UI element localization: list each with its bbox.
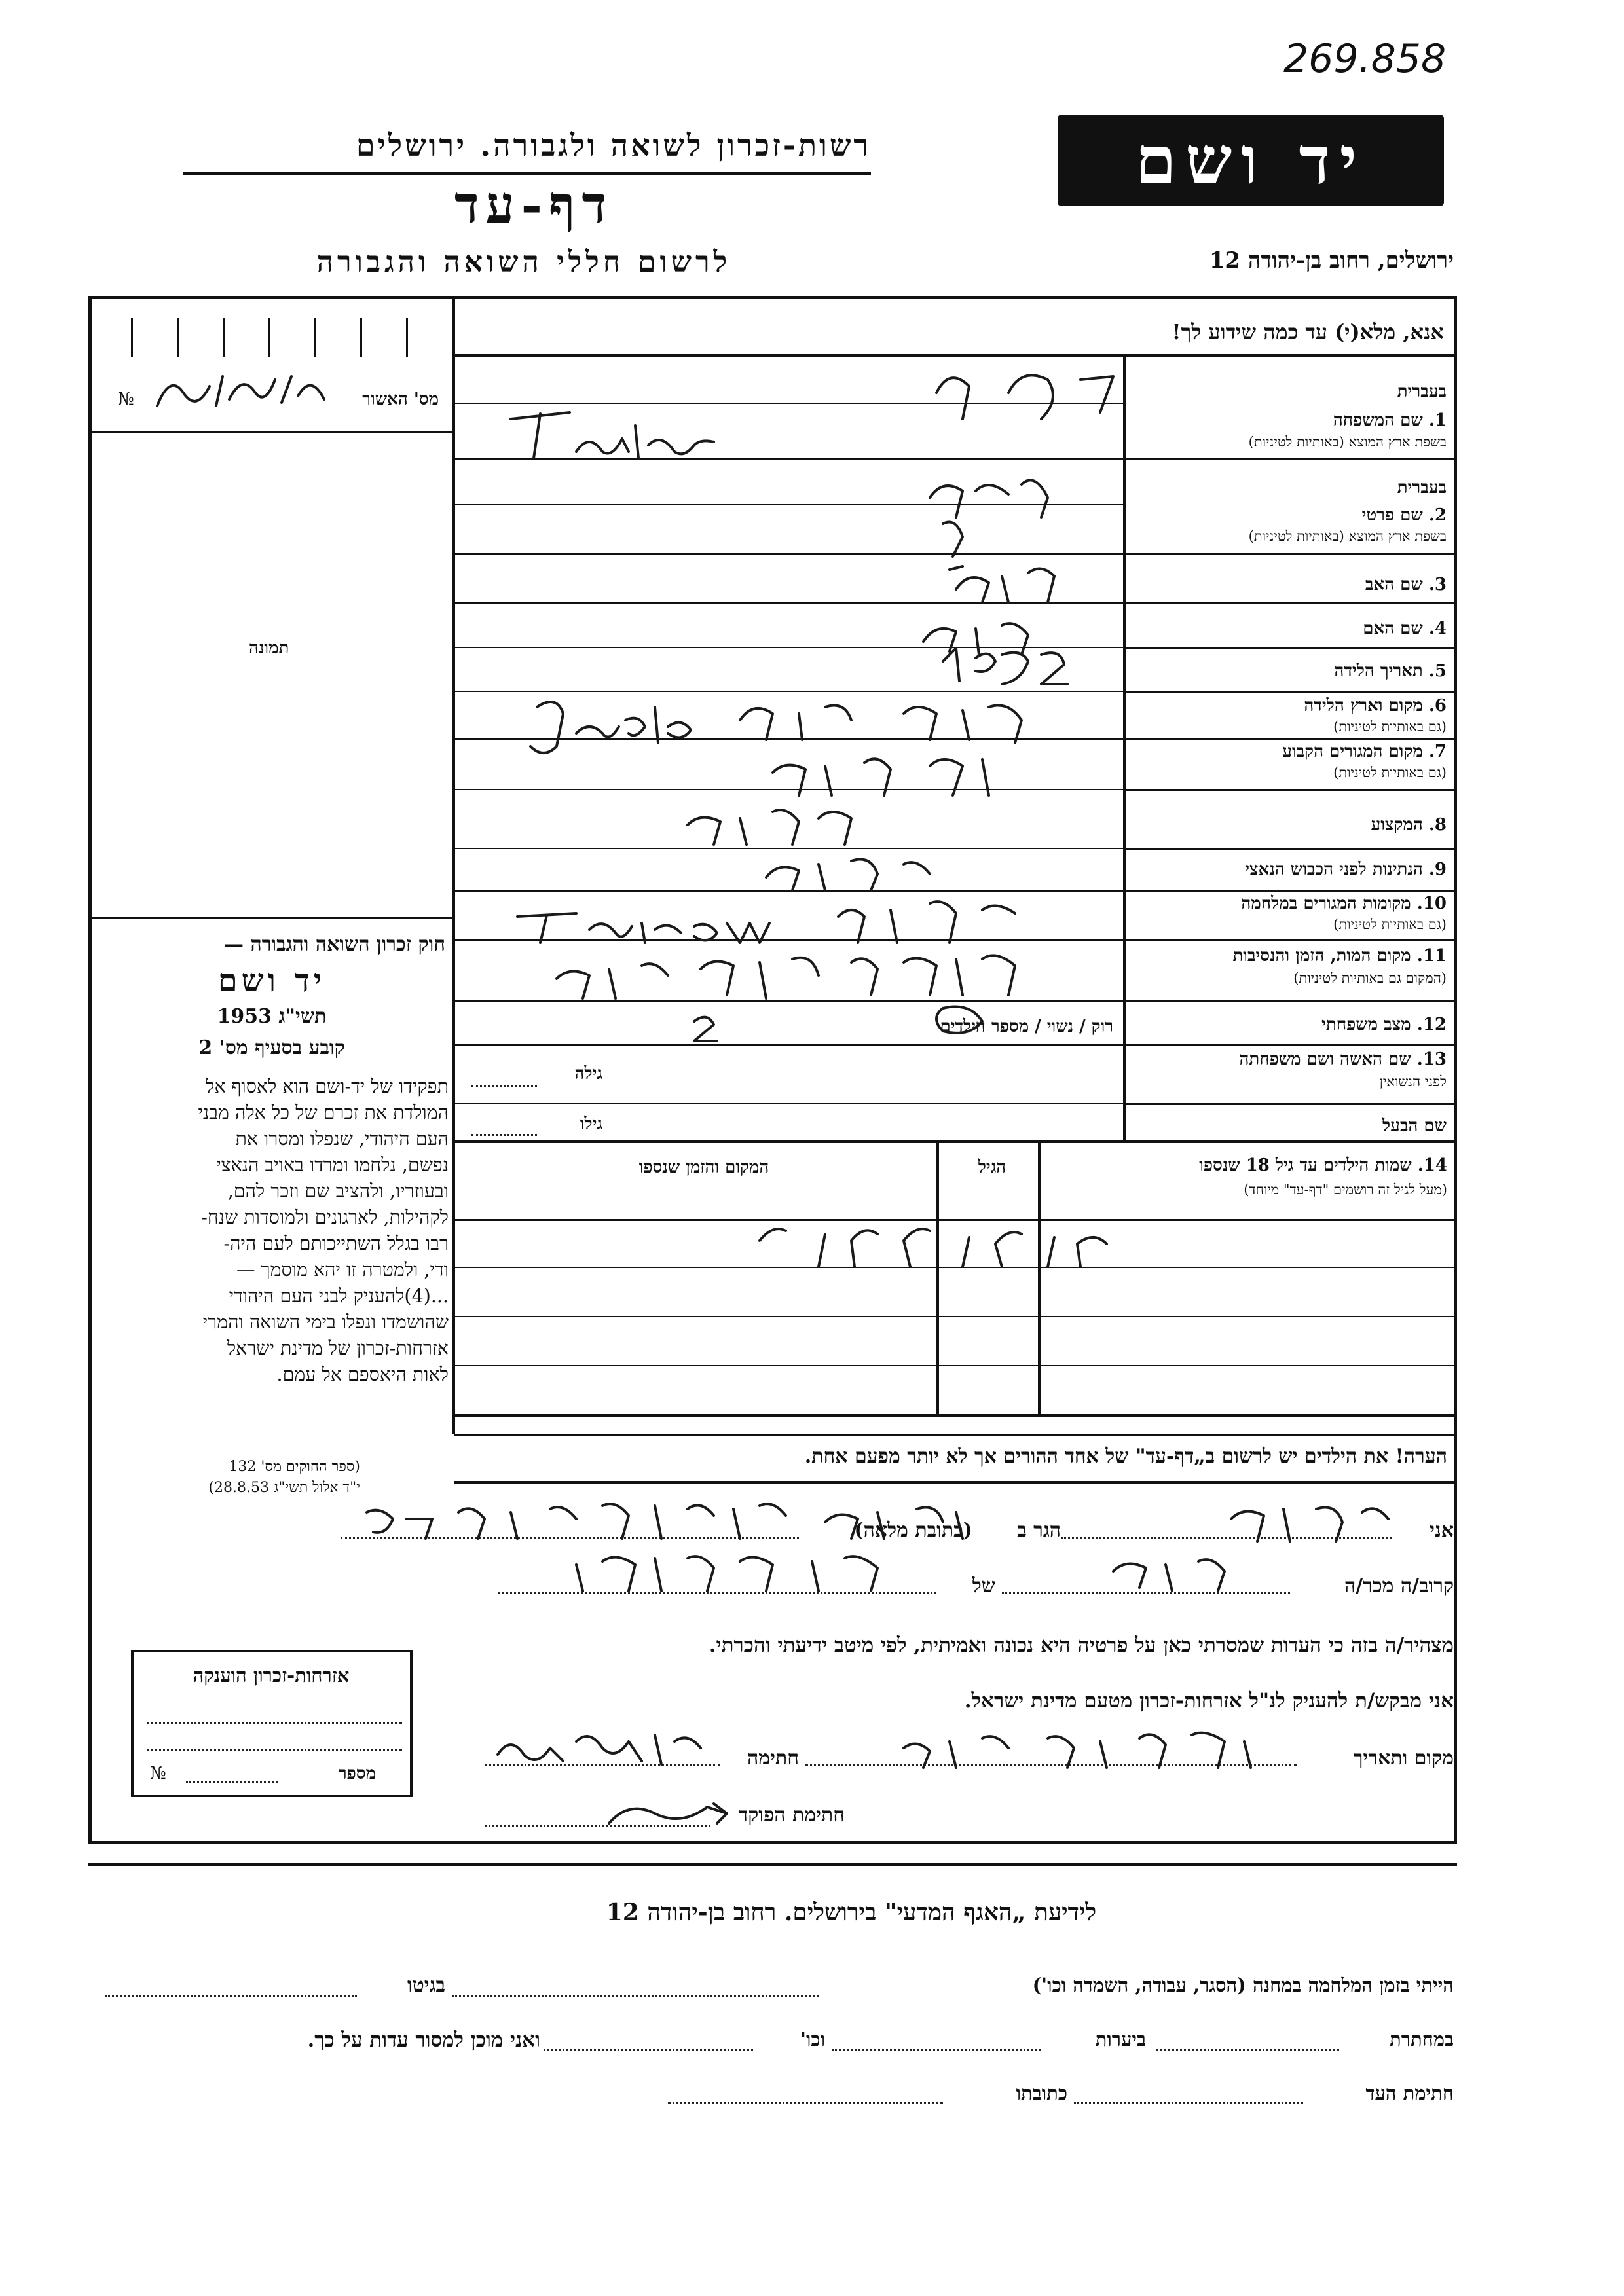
field-13-note: לפני הנשואין bbox=[1379, 1074, 1447, 1089]
field-10-note: (גם באותיות לטיניות) bbox=[1333, 917, 1447, 932]
law-clause: קובע בסעיף מס' 2 bbox=[198, 1036, 345, 1059]
field-1-heb-label: בעברית bbox=[1397, 382, 1447, 401]
decl-official-sig-label: חתימת הפוקד bbox=[738, 1804, 845, 1827]
org-line: רשות-זכרון לשואה ולגבורה. ירושלים bbox=[356, 128, 871, 163]
org-underline bbox=[183, 172, 871, 175]
decl-place-date-label: מקום ותאריך bbox=[1353, 1747, 1454, 1770]
marital-options: רוק / נשוי / מספר הילדים bbox=[940, 1017, 1113, 1036]
decl-address-label: (כתובת מלאה) bbox=[854, 1519, 972, 1542]
children-note: (מעל לגיל זה רושמים "דף-עד" מיוחד) bbox=[1244, 1182, 1447, 1197]
field-4-label: 4. שם האם bbox=[1363, 619, 1447, 638]
field-11-note: (המקום גם באותיות לטיניות) bbox=[1293, 970, 1447, 986]
field-1-label: 1. שם המשפחה bbox=[1333, 410, 1447, 430]
wife-age-label: גילה bbox=[574, 1064, 602, 1084]
witness-sig-label: חתימת העד bbox=[1365, 2082, 1454, 2104]
field-8-label: 8. המקצוע bbox=[1371, 815, 1447, 835]
decl-relative-label: קרוב/ה מכר/ה bbox=[1344, 1575, 1454, 1597]
archive-number: 269.858 bbox=[1283, 36, 1447, 82]
field-13-label: 13. שם האשה ושם משפחתה bbox=[1239, 1049, 1447, 1069]
field-1-note: בשפת ארץ המוצא (באותיות לטיניות) bbox=[1248, 434, 1447, 450]
children-place-col: המקום והזמן שנספו bbox=[638, 1157, 769, 1177]
law-name: יד ושם bbox=[217, 962, 326, 999]
field-5-label: 5. תאריך הלידה bbox=[1334, 661, 1447, 681]
law-text: תפקידו של יד-ושם הוא לאסוף אל המולדת את זכרם של כל אלה מבני העם היהודי, שנפלו ומסרו את נפשם, נלחמו ומרדו באויב הנאצי ובעוזריו, ולהציב שם וזכר להם, לקהילות, לארגונים ולמוסדות שנח- רבו בגלל השתייכותם לעם היה- ודי, ולמטרה זו יהא מוסמך — ...(4)להעניק לבני העם היהודי שהושמדו ונפלו בימי השואה והמרי אזרחות-זכרון של מדינת ישראל לאות היאספם אל עמם. bbox=[198, 1076, 449, 1385]
field-12-label: 12. מצב משפחתי bbox=[1321, 1015, 1447, 1034]
husband-age-label: גילו bbox=[580, 1114, 602, 1134]
etc-label: וכו' bbox=[800, 2028, 825, 2050]
field-6-note: (גם באותיות לטיניות) bbox=[1333, 719, 1447, 735]
field-11-label: 11. מקום המות, הזמן והנסיבות bbox=[1232, 946, 1447, 966]
decl-request: אני מבקש/ת להעניק לנ"ל אזרחות-זכרון מטעם מדינת ישראל. bbox=[964, 1689, 1454, 1713]
field-3-label: 3. שם האב bbox=[1365, 575, 1447, 594]
children-title: 14. שמות הילדים עד גיל 18 שנספו bbox=[1199, 1156, 1447, 1175]
yad-vashem-logo: יד ושם bbox=[1058, 115, 1444, 206]
field-9-label: 9. הנתינות לפני הכבוש הנאצי bbox=[1245, 860, 1447, 879]
memorial-citizenship-box bbox=[131, 1650, 413, 1797]
field-2-label: 2. שם פרטי bbox=[1361, 505, 1447, 525]
field-6-label: 6. מקום וארץ הלידה bbox=[1304, 696, 1447, 716]
decl-signature-label: חתימה bbox=[747, 1747, 799, 1770]
children-age-col: הגיל bbox=[978, 1157, 1006, 1177]
info-title: לידיעת „האגף המדעי" בירושלים. רחוב בן-יהודה 12 bbox=[606, 1899, 1097, 1926]
tick-strip bbox=[92, 318, 452, 357]
cert-number-label: מספר bbox=[338, 1764, 376, 1783]
address: ירושלים, רחוב בן-יהודה 12 bbox=[1209, 247, 1454, 274]
law-year: תשי"ג 1953 bbox=[217, 1005, 327, 1028]
form-subtitle: לרשום חללי השואה והגבורה bbox=[316, 246, 731, 279]
remark: הערה! את הילדים יש לרשום ב„דף-עד" של אחד ההורים אך לא יותר מפעם אחת. bbox=[804, 1445, 1447, 1468]
form-title: דף-עד bbox=[454, 175, 613, 235]
no-mark: № bbox=[118, 390, 134, 409]
decl-statement: מצהיר/ה בזה כי העדות שמסרתי כאן על פרטיה היא נכונה ואמיתית, לפי מיטב ידיעתי והכרתי. bbox=[709, 1633, 1454, 1657]
info-line1: הייתי בזמן המלחמה במחנה (הסגר, עבודה, השמדה וכו') bbox=[1032, 1974, 1454, 1996]
ready-label: ואני מוכן למסור עדות על כך. bbox=[307, 2028, 540, 2052]
law-title: חוק זכרון השואה והגבורה — bbox=[224, 933, 445, 956]
forests-label: ביערות bbox=[1095, 2028, 1146, 2050]
decl-i-label: אני bbox=[1430, 1519, 1454, 1542]
field-7-note: (גם באותיות לטיניות) bbox=[1333, 765, 1447, 780]
field-2-heb-label: בעברית bbox=[1397, 478, 1447, 498]
field-10-label: 10. מקומות המגורים במלחמה bbox=[1241, 894, 1447, 913]
decl-resides-label: הגר ב bbox=[1017, 1519, 1061, 1542]
field-7-label: 7. מקום המגורים הקבוע bbox=[1282, 742, 1447, 761]
field-2-note: בשפת ארץ המוצא (באותיות לטיניות) bbox=[1248, 528, 1447, 544]
law-source: (ספר החוקים מס' 132 י"ד אלול תשי"ג 28.8.53) bbox=[208, 1459, 360, 1496]
photo-label: תמונה bbox=[249, 638, 289, 658]
ghetto-label: בגיטו bbox=[407, 1974, 445, 1997]
cert-no-mark: № bbox=[150, 1764, 166, 1783]
decl-of-label: של bbox=[972, 1575, 995, 1597]
witness-address-label: כתובתו bbox=[1016, 2082, 1067, 2104]
cert-title: אזרחות-זכרון הוענקה bbox=[193, 1664, 350, 1686]
underground-label: במחתרת bbox=[1390, 2028, 1454, 2050]
approval-label: מס' האשור bbox=[362, 390, 439, 409]
husband-label: שם הבעל bbox=[1382, 1116, 1447, 1136]
intro-text: אנא, מלא(י) עד כמה שידוע לך! bbox=[1172, 319, 1444, 344]
